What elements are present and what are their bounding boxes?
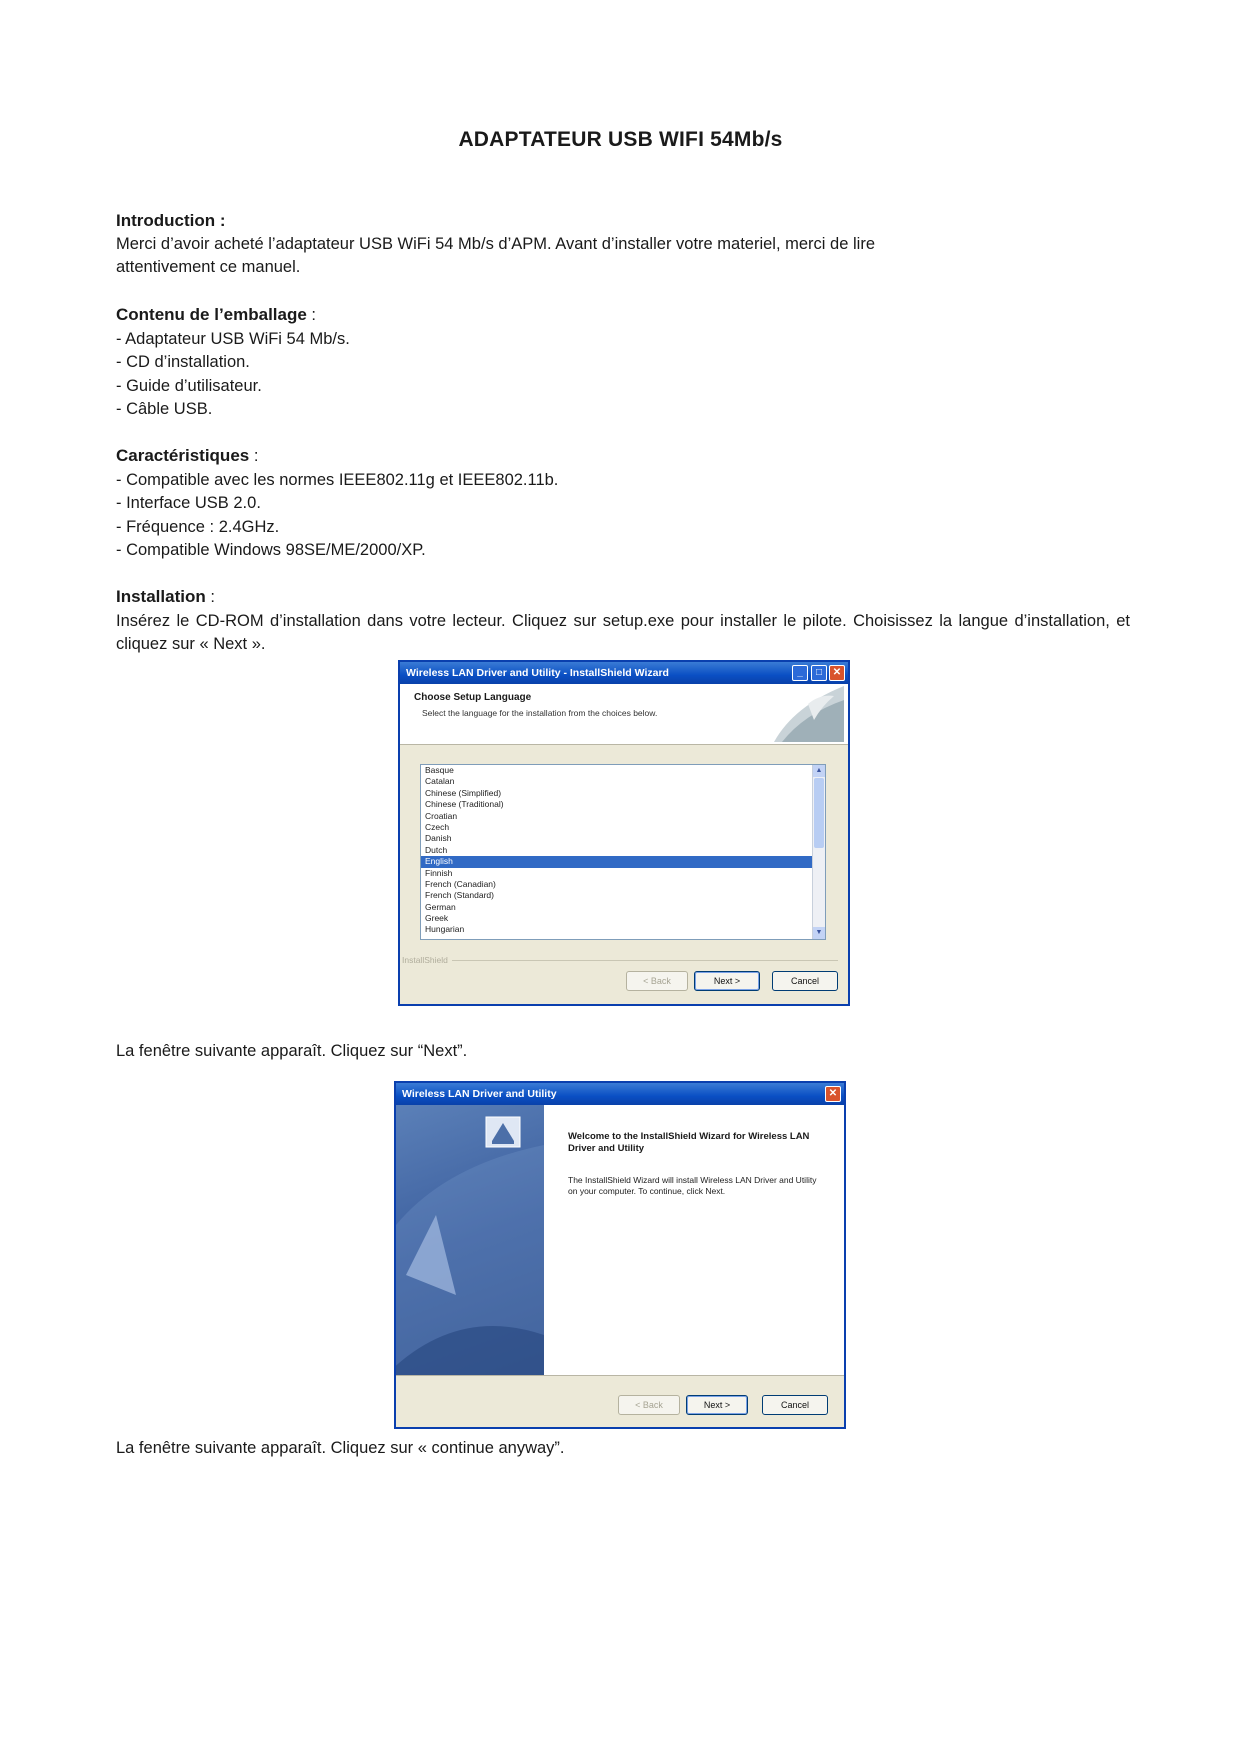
intro-heading: Introduction :: [116, 211, 226, 230]
features-section: [116, 444, 1130, 563]
next-button: Next >: [694, 971, 760, 991]
language-option: Chinese (Traditional): [425, 799, 504, 810]
next-button: Next >: [686, 1395, 748, 1415]
features-item: - Fréquence : 2.4GHz.: [116, 517, 280, 536]
intro-section: [116, 209, 1130, 280]
window-title: Wireless LAN Driver and Utility - InstallShield Wizard: [406, 667, 669, 679]
features-item: - Interface USB 2.0.: [116, 494, 261, 512]
divider: [452, 960, 838, 961]
contents-item: - CD d’installation.: [116, 353, 250, 371]
installation-heading: Installation: [116, 587, 206, 606]
setup-language-screenshot: [398, 660, 850, 1006]
wizard-side-graphic: [396, 1105, 544, 1375]
divider: [396, 1375, 844, 1376]
side-art-icon: [396, 1105, 544, 1375]
language-option: Chinese (Simplified): [425, 787, 502, 798]
intro-line-2: attentivement ce manuel.: [116, 258, 301, 276]
language-option: Catalan: [425, 776, 455, 787]
document-title: ADAPTATEUR USB WIFI 54Mb/s: [458, 128, 783, 151]
welcome-title: Welcome to the InstallShield Wizard for Wireless LAN Driver and Utility: [568, 1131, 810, 1154]
window-titlebar: [400, 662, 848, 684]
language-option: Dutch: [425, 844, 448, 855]
language-option: Greek: [425, 913, 449, 924]
contents-item: - Câble USB.: [116, 400, 213, 418]
scroll-up-icon: ▲: [813, 765, 825, 777]
welcome-body: The InstallShield Wizard will install Wireless LAN Driver and Utility on your computer. To continue, click Next.: [568, 1175, 817, 1196]
maximize-icon: □: [811, 665, 827, 681]
cancel-button: Cancel: [762, 1395, 828, 1415]
language-option: German: [425, 901, 456, 912]
language-option: Basque: [425, 765, 454, 775]
installshield-label: InstallShield: [402, 955, 448, 965]
minimize-icon: _: [792, 665, 808, 681]
language-option: Croatian: [425, 810, 458, 821]
page-curl-icon: [764, 686, 844, 742]
installation-text: Insérez le CD-ROM d’installation dans votre lecteur. Cliquez sur setup.exe pour installer le pilote. Choisissez la langue d’installation, et cliquez sur « Next ».: [116, 611, 1130, 653]
intro-line-1: Merci d’avoir acheté l’adaptateur USB WiFi 54 Mb/s d’APM. Avant d’installer votre materiel, merci de lire: [116, 234, 875, 253]
features-item: - Compatible avec les normes IEEE802.11g et IEEE802.11b.: [116, 470, 559, 489]
listbox-scrollbar: [812, 765, 825, 939]
welcome-screenshot: [394, 1081, 846, 1429]
header-subtitle: Select the language for the installation from the choices below.: [422, 708, 658, 718]
language-listbox: [420, 764, 826, 940]
language-option: Czech: [425, 821, 450, 832]
features-item: - Compatible Windows 98SE/ME/2000/XP.: [116, 541, 426, 559]
language-option: English: [421, 856, 825, 867]
contents-item: - Adaptateur USB WiFi 54 Mb/s.: [116, 329, 350, 348]
header-title: Choose Setup Language: [414, 692, 532, 703]
wizard-content: [544, 1105, 844, 1375]
back-button: < Back: [626, 971, 688, 991]
cancel-button: Cancel: [772, 971, 838, 991]
scroll-down-icon: ▼: [813, 927, 825, 939]
contents-item: - Guide d’utilisateur.: [116, 376, 262, 395]
close-icon: ✕: [825, 1086, 841, 1102]
scroll-thumb: [814, 778, 824, 848]
contents-heading-suffix: :: [306, 306, 316, 324]
window-title: Wireless LAN Driver and Utility: [402, 1088, 557, 1100]
installation-heading-suffix: :: [205, 588, 215, 606]
language-option: French (Canadian): [425, 878, 496, 889]
caption-continue: [116, 1437, 1130, 1461]
language-option: Danish: [425, 833, 452, 844]
installation-section: [116, 585, 1130, 657]
contents-heading: Contenu de l’emballage: [116, 305, 307, 324]
window-titlebar: [396, 1083, 844, 1105]
language-option: French (Standard): [425, 890, 494, 901]
close-icon: ✕: [829, 665, 845, 681]
caption-continue-text: La fenêtre suivante apparaît. Cliquez sur « continue anyway”.: [116, 1439, 565, 1457]
language-option: Hungarian: [425, 924, 465, 935]
features-heading: Caractéristiques: [116, 446, 250, 465]
contents-section: [116, 303, 1130, 422]
wizard-header: [400, 684, 848, 745]
caption-next: [116, 1040, 1130, 1064]
features-heading-suffix: :: [249, 447, 259, 465]
language-option: Finnish: [425, 867, 453, 878]
caption-next-text: La fenêtre suivante apparaît. Cliquez sur “Next”.: [116, 1042, 468, 1060]
back-button: < Back: [618, 1395, 680, 1415]
